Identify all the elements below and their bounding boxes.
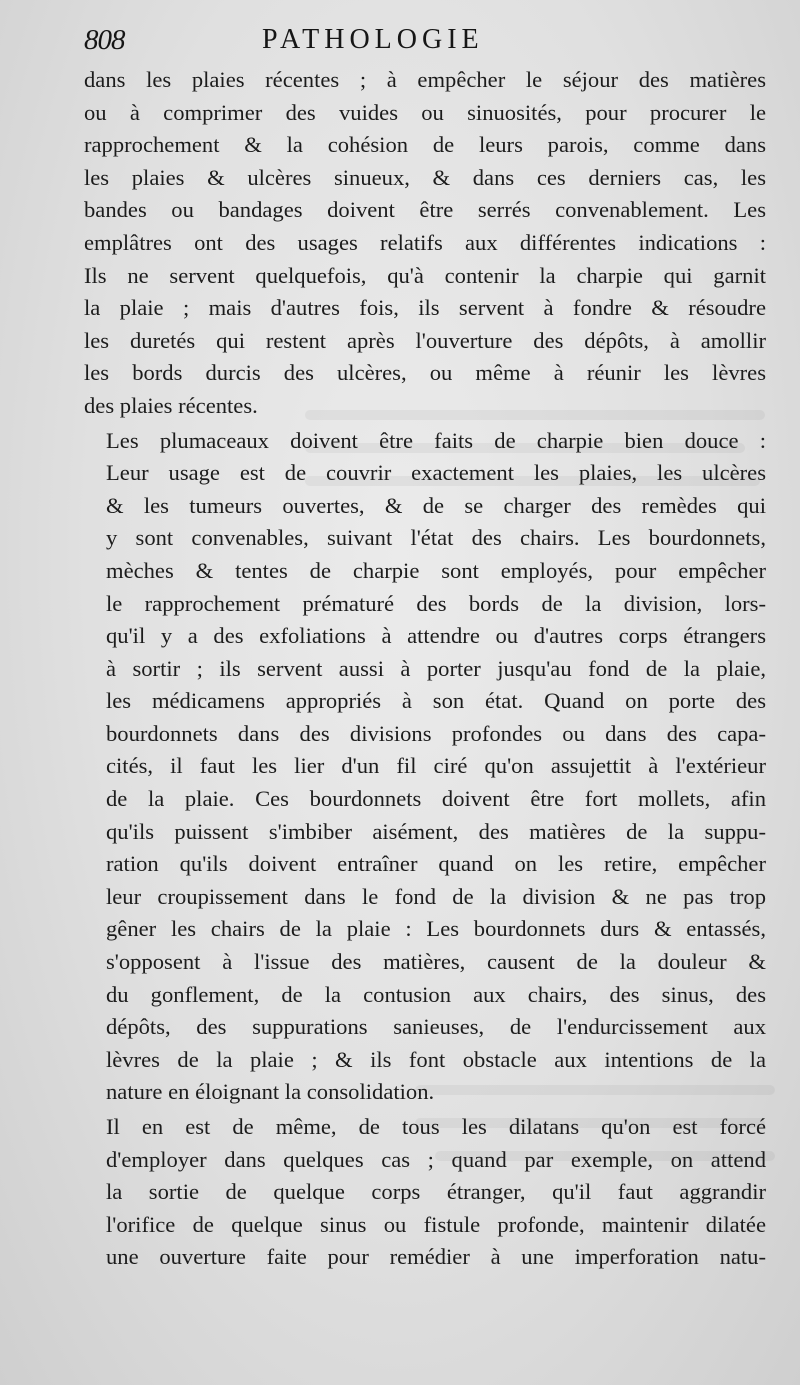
- text-line: à sortir ; ils servent aussi à porter jusqu'au fond de la plaie,: [106, 655, 766, 681]
- text-line: Leur usage est de couvrir exactement les plaies, les ulcères: [106, 460, 766, 486]
- text-line: les plaies & ulcères sinueux, & dans ces derniers cas, les: [84, 164, 766, 190]
- text-line: les médicamens appropriés à son état. Quand on porte des: [106, 688, 766, 714]
- paragraph-3: [84, 1111, 766, 1274]
- text-line: & les tumeurs ouvertes, & de se charger des remèdes qui: [106, 492, 766, 518]
- text-line: y sont convenables, suivant l'état des chairs. Les bourdonnets,: [106, 525, 766, 551]
- text-line: rapprochement & la cohésion de leurs parois, comme dans: [84, 132, 766, 158]
- text-line: Les plumaceaux doivent être faits de charpie bien douce :: [106, 427, 766, 453]
- text-line: dépôts, des suppurations sanieuses, de l'endurcissement aux: [106, 1014, 766, 1040]
- body-text: [84, 64, 766, 1274]
- text-line: Ils ne servent quelquefois, qu'à contenir la charpie qui garnit: [84, 262, 766, 288]
- text-line: du gonflement, de la contusion aux chairs, des sinus, des: [106, 981, 766, 1007]
- text-line: leur croupissement dans le fond de la division & ne pas trop: [106, 883, 766, 909]
- text-line: Il en est de même, de tous les dilatans qu'on est forcé: [106, 1114, 766, 1139]
- page-header: [84, 20, 774, 60]
- text-line: ration qu'ils doivent entraîner quand on les retire, empêcher: [106, 851, 766, 877]
- text-line: emplâtres ont des usages relatifs aux différentes indications :: [84, 229, 766, 255]
- text-line: nature en éloignant la consolidation.: [106, 1079, 435, 1105]
- page-number: 808: [84, 24, 125, 56]
- text-line: dans les plaies récentes ; à empêcher le séjour des matières: [84, 67, 766, 92]
- text-line: les duretés qui restent après l'ouverture des dépôts, à amollir: [84, 327, 766, 353]
- text-line: la plaie ; mais d'autres fois, ils servent à fondre & résoudre: [84, 295, 766, 321]
- text-line: la sortie de quelque corps étranger, qu'il faut aggrandir: [106, 1179, 766, 1205]
- text-line: lèvres de la plaie ; & ils font obstacle aux intentions de la: [106, 1046, 766, 1072]
- text-line: ou à comprimer des vuides ou sinuosités, pour procurer le: [84, 99, 766, 125]
- text-line: d'employer dans quelques cas ; quand par exemple, on attend: [106, 1146, 766, 1172]
- text-line: qu'il y a des exfoliations à attendre ou d'autres corps étrangers: [106, 623, 766, 649]
- text-line: une ouverture faite pour remédier à une imperforation natu-: [106, 1244, 766, 1270]
- text-line: de la plaie. Ces bourdonnets doivent être fort mollets, afin: [106, 786, 766, 812]
- running-title: PATHOLOGIE: [262, 24, 484, 55]
- text-line: mèches & tentes de charpie sont employés, pour empêcher: [106, 557, 766, 583]
- text-line: des plaies récentes.: [84, 392, 258, 418]
- text-line: les bords durcis des ulcères, ou même à réunir les lèvres: [84, 360, 766, 386]
- text-line: s'opposent à l'issue des matières, causent de la douleur &: [106, 949, 766, 975]
- text-line: bourdonnets dans des divisions profondes ou dans des capa-: [106, 720, 766, 746]
- text-line: qu'ils puissent s'imbiber aisément, des matières de la suppu-: [106, 818, 766, 844]
- text-line: bandes ou bandages doivent être serrés convenablement. Les: [84, 197, 766, 223]
- text-line: l'orifice de quelque sinus ou fistule profonde, maintenir dilatée: [106, 1211, 766, 1237]
- text-line: gêner les chairs de la plaie : Les bourdonnets durs & entassés,: [106, 916, 766, 942]
- text-line: le rapprochement prématuré des bords de la division, lors-: [106, 590, 766, 616]
- paragraph-1: [84, 64, 766, 423]
- text-line: cités, il faut les lier d'un fil ciré qu'on assujettit à l'extérieur: [106, 753, 766, 779]
- paragraph-2: [84, 425, 766, 1109]
